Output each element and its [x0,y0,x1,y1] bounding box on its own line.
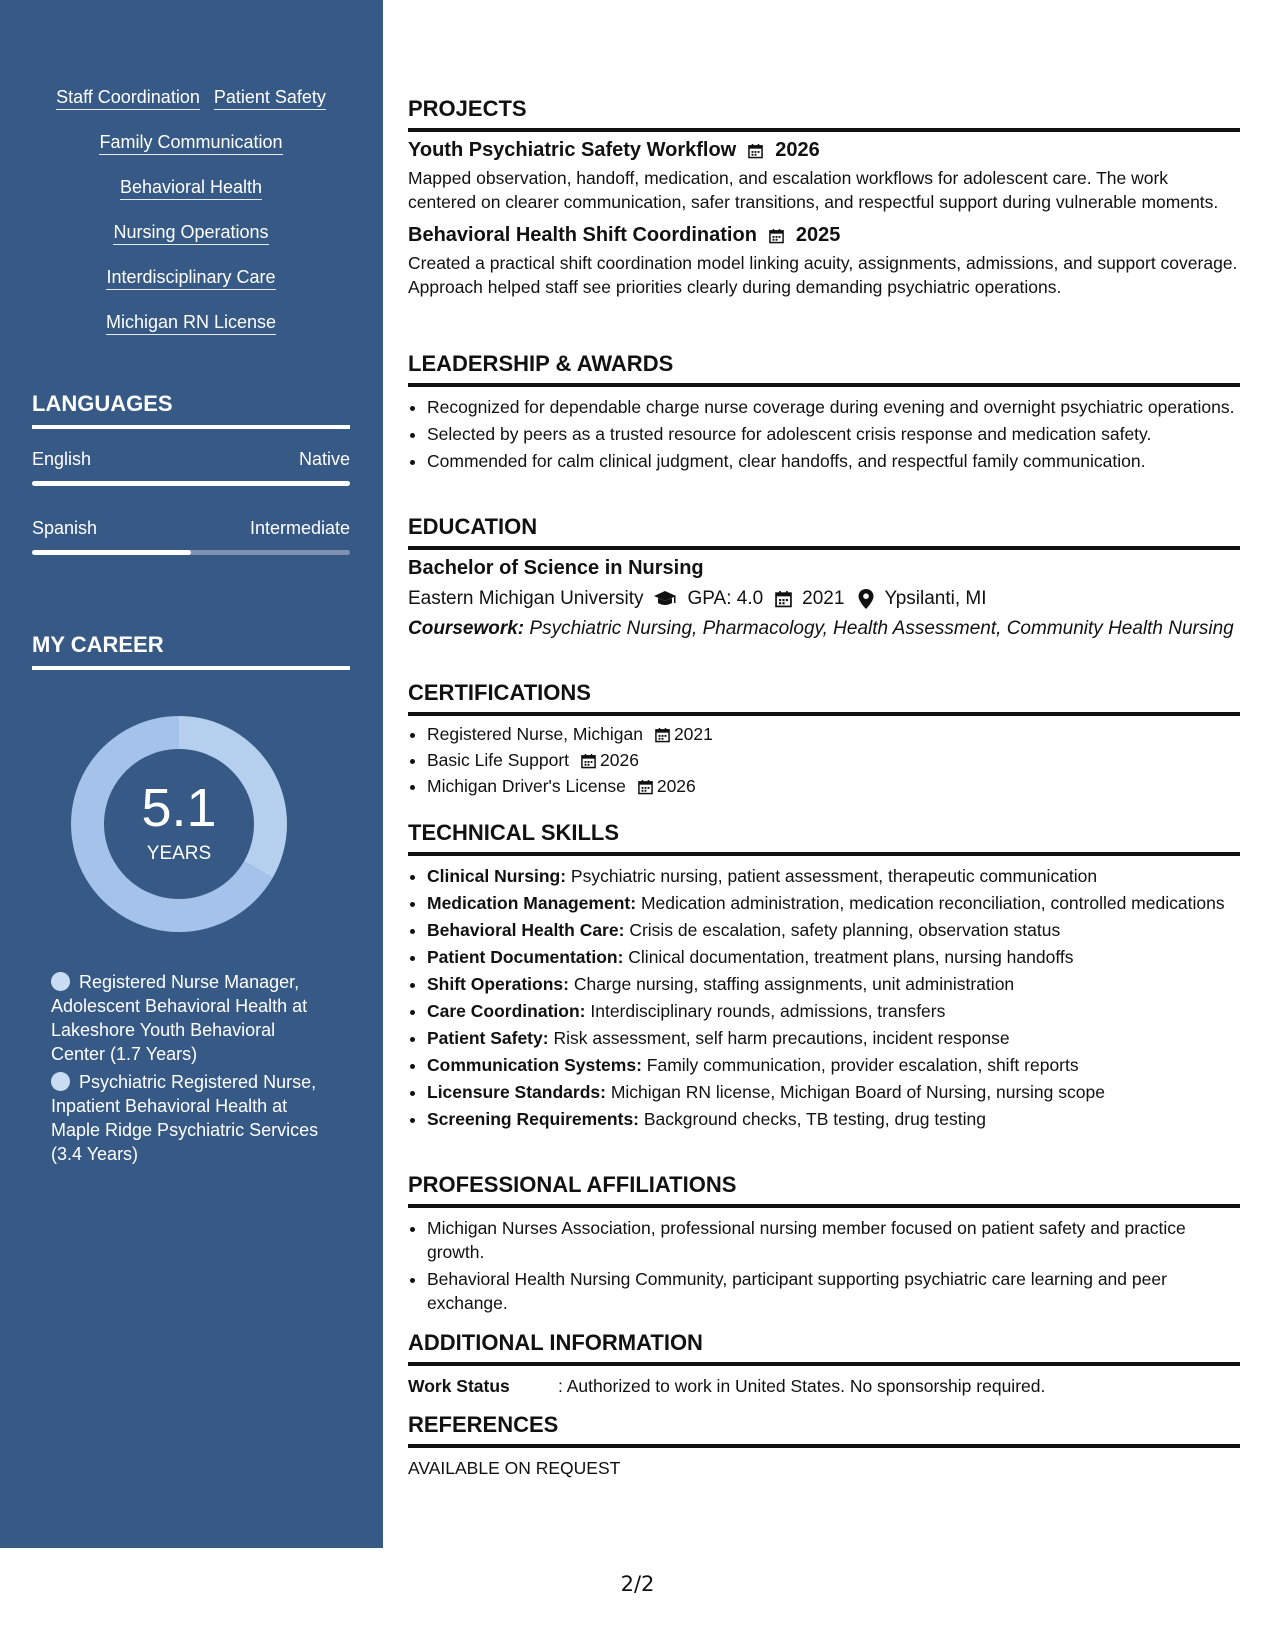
gpa: GPA: 4.0 [687,588,764,609]
skill-label: Communication Systems: [427,1055,642,1075]
skill-text: Background checks, TB testing, drug testing [643,1109,986,1129]
project-title [408,224,1240,247]
skill-text: Medication administration, medication reconciliation, controlled medications [640,893,1225,913]
coursework-label: Coursework: [408,618,525,639]
skill-item [427,945,1240,969]
section-title: PROFESSIONAL AFFILIATIONS [408,1172,1240,1208]
skill-item [427,972,1240,996]
work-status-value: : Authorized to work in United States. No sponsorship required. [558,1376,1046,1396]
leadership-section [408,351,1240,476]
skill-text: Charge nursing, staffing assignments, unit administration [573,974,1015,994]
skill-item [427,918,1240,942]
education-details [408,588,1240,610]
calendar-icon [769,228,784,244]
skill-label: Licensure Standards: [427,1082,606,1102]
skill-text: Crisis de escalation, safety planning, observation status [629,920,1061,940]
career-item [51,970,331,1066]
references-text: AVAILABLE ON REQUEST [408,1458,621,1478]
section-title: PROJECTS [408,96,1240,132]
skills-list [32,86,350,356]
project-name: Behavioral Health Shift Coordination [408,224,757,246]
list-item: • Selected by peers as a trusted resource for adolescent crisis response and medication safety. [427,422,1240,446]
career-heading: MY CAREER [32,632,350,670]
skill-tag: Staff Coordination [56,86,200,110]
calendar-icon [748,143,763,159]
skill-tag: Nursing Operations [113,221,268,245]
degree-title: Bachelor of Science in Nursing [408,557,704,579]
career-item-text: Registered Nurse Manager, Adolescent Behavioral Health at Lakeshore Youth Behavioral Center (1.7 Years) [51,972,308,1064]
language-level: Intermediate [249,518,350,538]
project-description: Created a practical shift coordination model linking acuity, assignments, admissions, and support coverage. Approach helped staff see priorities clearly during demanding psychiatric operations. [408,253,1238,297]
certification-name: Basic Life Support [427,750,570,770]
affiliations-section [408,1172,1240,1318]
school-name: Eastern Michigan University [408,588,644,609]
skill-text: Clinical documentation, treatment plans, nursing handoffs [628,947,1074,967]
skill-text: Risk assessment, self harm precautions, incident response [553,1028,1010,1048]
career-item [51,1070,331,1166]
language-name: English [32,449,92,469]
section-title: ADDITIONAL INFORMATION [408,1330,1240,1366]
language-bar [32,550,350,555]
projects-section [408,96,1240,299]
career-list [51,970,331,1170]
certification-item [427,722,1240,746]
certification-item [427,748,1240,772]
calendar-icon [581,753,596,769]
language-english [32,449,350,486]
skill-tag: Family Communication [99,131,282,155]
skill-text: Psychiatric nursing, patient assessment, therapeutic communication [570,866,1098,886]
graduation-year: 2021 [802,588,845,609]
page-number: 2/2 [620,1572,655,1596]
languages-heading: LANGUAGES [32,391,350,429]
certification-name: Michigan Driver's License [427,776,626,796]
project-description: Mapped observation, handoff, medication, and escalation workflows for adolescent care. The work centered on clearer communication, safer transitions, and respectful support during vulnerable moments. [408,168,1219,212]
additional-info-section [408,1330,1240,1397]
career-item-text: Psychiatric Registered Nurse, Inpatient Behavioral Health at Maple Ridge Psychiatric Services (3.4 Years) [51,1072,319,1164]
certification-year: 2026 [656,776,696,796]
project-name: Youth Psychiatric Safety Workflow [408,139,737,161]
certification-name: Registered Nurse, Michigan [427,724,643,744]
legend-dot-icon [51,972,70,991]
language-level: Native [298,449,350,469]
skill-item [427,864,1240,888]
section-title: CERTIFICATIONS [408,680,1240,716]
list-item: • Recognized for dependable charge nurse coverage during evening and overnight psychiatric operations. [427,395,1240,419]
skill-item [427,1026,1240,1050]
language-bar [32,481,350,486]
skill-item [427,1080,1240,1104]
skill-tag: Behavioral Health [120,176,262,200]
skill-item [427,1053,1240,1077]
skill-label: Care Coordination: [427,1001,586,1021]
certification-year: 2021 [673,724,713,744]
career-donut [64,709,294,939]
sidebar [0,0,383,1548]
skill-item [427,891,1240,915]
legend-dot-icon [51,1072,70,1091]
location: Ypsilanti, MI [884,588,987,609]
language-name: Spanish [32,518,98,538]
section-title: LEADERSHIP & AWARDS [408,351,1240,387]
list-item: • Michigan Nurses Association, professional nursing member focused on patient safety and practice growth. [427,1216,1240,1264]
skill-label: Medication Management: [427,893,637,913]
language-bar-fill [32,481,350,486]
skill-label: Screening Requirements: [427,1109,639,1129]
certifications-section [408,680,1240,800]
project-year: 2025 [795,224,841,246]
list-item: • Behavioral Health Nursing Community, participant supporting psychiatric care learning and peer exchange. [427,1267,1240,1315]
project-title [408,139,1240,162]
skill-item [427,1107,1240,1131]
map-pin-icon [858,589,874,609]
skill-label: Shift Operations: [427,974,569,994]
career-years-label: YEARS [146,843,212,864]
calendar-icon [638,779,653,795]
certification-item [427,774,1240,798]
calendar-icon [775,590,792,608]
graduation-cap-icon [653,590,677,608]
skill-item [427,999,1240,1023]
skill-label: Behavioral Health Care: [427,920,625,940]
skill-tag: Interdisciplinary Care [106,266,275,290]
skill-text: Interdisciplinary rounds, admissions, transfers [590,1001,946,1021]
skill-label: Clinical Nursing: [427,866,567,886]
section-title: EDUCATION [408,514,1240,550]
skill-label: Patient Safety: [427,1028,549,1048]
references-section [408,1412,1240,1479]
language-spanish [32,518,350,555]
work-status-row [408,1376,1240,1397]
language-bar-fill [32,550,191,555]
skill-tag: Patient Safety [214,86,326,110]
coursework [408,617,1240,641]
skill-text: Michigan RN license, Michigan Board of Nursing, nursing scope [610,1082,1105,1102]
section-title: REFERENCES [408,1412,1240,1448]
list-item: • Commended for calm clinical judgment, clear handoffs, and respectful family communication. [427,449,1240,473]
skill-text: Family communication, provider escalation, shift reports [646,1055,1079,1075]
coursework-text: Psychiatric Nursing, Pharmacology, Health Assessment, Community Health Nursing [529,618,1234,639]
calendar-icon [655,727,670,743]
project-year: 2026 [775,139,820,161]
career-total-years: 5.1 [141,778,217,838]
skill-label: Patient Documentation: [427,947,624,967]
technical-skills-section [408,820,1240,1134]
skill-tag: Michigan RN License [106,311,276,335]
section-title: TECHNICAL SKILLS [408,820,1240,856]
certification-year: 2026 [600,750,639,770]
education-section [408,514,1240,641]
work-status-label: Work Status [408,1376,510,1396]
